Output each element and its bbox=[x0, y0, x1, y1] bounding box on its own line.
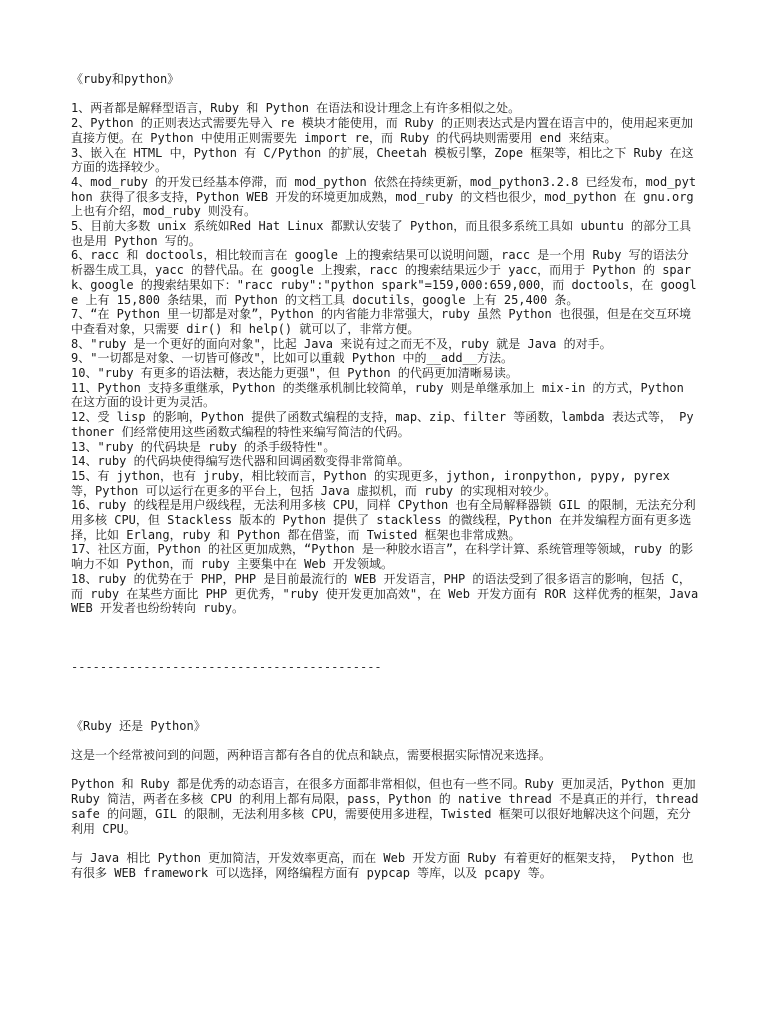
list-item: 11、Python 支持多重继承，Python 的类继承机制比较简单，ruby 则是单继承加上 mix-in 的方式，Python 在这方面的设计更为灵活。 bbox=[71, 380, 692, 410]
list-item: 12、受 lisp 的影响，Python 提供了函数式编程的支持，map、zip、filter 等函数，lambda 表达式等， Pythoner 们经常使用这些函数式编程的特性来编写简洁的代码。 bbox=[71, 410, 694, 439]
paragraph: 与 Java 相比 Python 更加简洁，开发效率更高，而在 Web 开发方面 Ruby 有着更好的框架支持， Python 也有很多 WEB framework 可以选择，网络编程方面有 pypcap 等库，以及 pcapy 等。 bbox=[71, 850, 694, 880]
list-item: 14、ruby 的代码块使得编写迭代器和回调函数变得非常简单。 bbox=[71, 454, 410, 469]
list-item: 16、ruby 的线程是用户级线程，无法利用多核 CPU，同样 CPython 也有全局解释器锁 GIL 的限制，无法充分利用多核 CPU，但 Stackless 版本的 Python 提供了 stackless 的微线程，Python 在并发编程方面有更多选择，比如 Erlang，ruby 和 Python 都在借鉴，而 Twisted 框架也非常成熟。 bbox=[71, 498, 696, 542]
list-item: 7、“在 Python 里一切都是对象”，Python 的内省能力非常强大，ruby 虽然 Python 也很强，但是在交互环境中查看对象，只需要 dir() 和 help() 就可以了，非常方便。 bbox=[71, 307, 691, 336]
list-item: 2、Python 的正则表达式需要先导入 re 模块才能使用，而 Ruby 的正则表达式是内置在语言中的，使用起来更加直接方便。在 Python 中使用正则需要先 import re，而 Ruby 的代码块则需要用 end 来结束。 bbox=[71, 116, 694, 145]
list-item: 3、嵌入在 HTML 中，Python 有 C/Python 的扩展，Cheetah 模板引擎，Zope 框架等，相比之下 Ruby 在这方面的选择较少。 bbox=[71, 145, 694, 175]
list-item: 15、有 jython，也有 jruby，相比较而言，Python 的实现更多，jython, ironpython, pypy, pyrex 等，Python 可以运行在更多的平台上，包括 Java 虚拟机，而 ruby 的实现相对较少。 bbox=[71, 468, 678, 498]
list-item: 5、目前大多数 unix 系统如Red Hat Linux 都默认安装了 Python，而且很多系统工具如 ubuntu 的部分工具也是用 Python 写的。 bbox=[71, 219, 692, 248]
list-item: 1、两者都是解释型语言，Ruby 和 Python 在语法和设计理念上有许多相似之处。 bbox=[71, 101, 521, 116]
list-item: 18、ruby 的优势在于 PHP，PHP 是目前最流行的 WEB 开发语言，PHP 的语法受到了很多语言的影响，包括 C，而 ruby 在某些方面比 PHP 更优秀，"ruby 使开发更加高效"，在 Web 开发方面有 ROR 这样优秀的框架，Java WEB 开发者也纷纷转向 ruby。 bbox=[71, 571, 706, 616]
paragraph: Python 和 Ruby 都是优秀的动态语言，在很多方面都非常相似，但也有一些不同。Ruby 更加灵活，Python 更加 Ruby 简洁，两者在多核 CPU 的利用上都有局限，pass，Python 的 native thread 不是真正的并行，threadsafe 的问题，GIL 的限制，无法利用多核 CPU，需要使用多进程，Twisted 框架可以很好地解决这个问题，充分利用 CPU。 bbox=[71, 777, 703, 836]
article-title: 《ruby和python》 bbox=[71, 72, 180, 86]
section-divider: ------------------------------------------- bbox=[71, 660, 382, 674]
list-item: 10、"ruby 有更多的语法糖，表达能力更强"，但 Python 的代码更加清晰易读。 bbox=[71, 366, 518, 381]
comparison-list bbox=[71, 101, 706, 616]
second-article-intro: 这是一个经常被问到的问题，两种语言都有各自的优点和缺点，需要根据实际情况来选择。 bbox=[71, 748, 552, 763]
list-item: 4、mod_ruby 的开发已经基本停滞，而 mod_python 依然在持续更新，mod_python3.2.8 已经发布，mod_python 获得了很多支持，Python WEB 开发的环境更加成熟，mod_ruby 的文档也很少，mod_python 在 gnu.org 上也有介绍，mod_ruby 则没有。 bbox=[71, 174, 701, 219]
list-item: 13、"ruby 的代码块是 ruby 的杀手级特性"。 bbox=[71, 439, 336, 454]
list-item: 8、"ruby 是一个更好的面向对象"，比起 Java 来说有过之而无不及，ruby 就是 Java 的对手。 bbox=[71, 336, 612, 351]
second-article-title: 《Ruby 还是 Python》 bbox=[71, 718, 206, 733]
list-item: 6、racc 和 doctools，相比较而言在 google 上的搜索结果可以说明问题，racc 是一个用 Ruby 写的语法分析器生成工具，yacc 的替代品。在 google 上搜索，racc 的搜索结果远少于 yacc，而用于 Python 的 spark、google 的搜索结果如下："racc ruby":"python spark"=159,000:659,000，而 doctools，在 google 上有 15,800 条结果，而 Python 的文档工具 docutils，google 上有 25,400 条。 bbox=[71, 248, 697, 307]
list-item: 9、"一切都是对象、一切皆可修改"，比如可以重载 Python 中的__add__方法。 bbox=[71, 351, 514, 366]
document bbox=[71, 72, 706, 895]
list-item: 17、社区方面，Python 的社区更加成熟，“Python 是一种胶水语言”，在科学计算、系统管理等领域，ruby 的影响力不如 Python，而 ruby 主要集中在 Web 开发领域。 bbox=[71, 542, 694, 572]
